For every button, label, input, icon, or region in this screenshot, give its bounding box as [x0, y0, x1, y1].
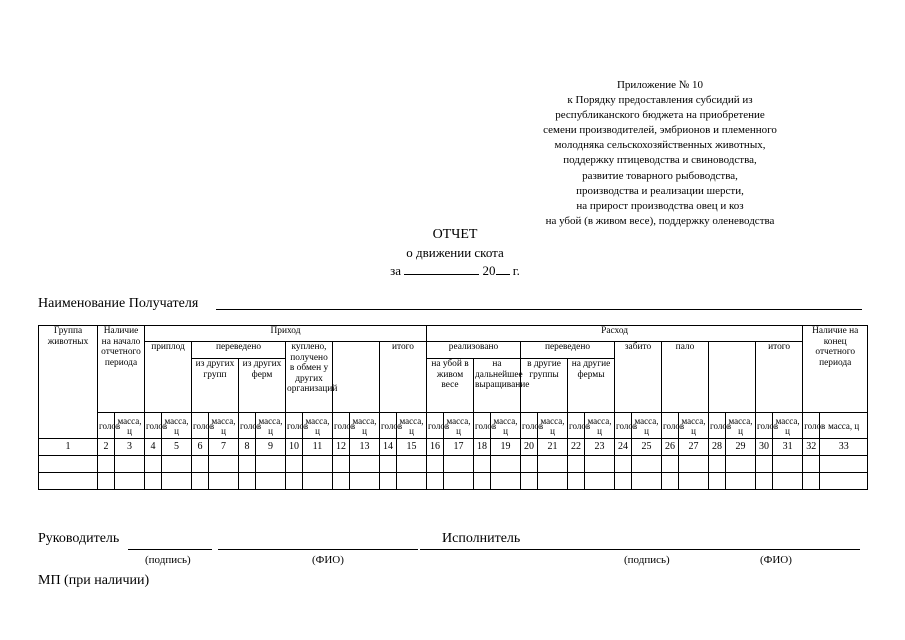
col-for-rearing: на дальнейшее выращивание: [474, 359, 521, 413]
table-cell[interactable]: [521, 473, 538, 490]
col-bought: куплено, получено в обмен у других организаций: [286, 342, 333, 413]
col-income: Приход: [145, 326, 427, 342]
unit-heads: голов: [380, 413, 397, 439]
table-cell[interactable]: [632, 456, 662, 473]
table-cell[interactable]: [397, 473, 427, 490]
unit-heads: голов: [803, 413, 820, 439]
appendix-line: молодняка сельскохозяйственных животных,: [554, 139, 766, 152]
unit-heads: голов: [474, 413, 491, 439]
period-prefix: за: [390, 263, 402, 278]
table-cell[interactable]: [679, 473, 709, 490]
column-number: 27: [679, 439, 709, 456]
unit-mass: масса, ц: [538, 413, 568, 439]
table-cell[interactable]: [192, 456, 209, 473]
table-cell[interactable]: [632, 473, 662, 490]
table-cell[interactable]: [756, 456, 773, 473]
column-number: 18: [474, 439, 491, 456]
col-to-farms: на другие фермы: [568, 359, 615, 413]
table-cell[interactable]: [662, 473, 679, 490]
unit-heads: голов: [333, 413, 350, 439]
table-cell[interactable]: [162, 473, 192, 490]
table-cell[interactable]: [39, 473, 98, 490]
column-number-row: [39, 439, 868, 456]
appendix-line: на прирост производства овец и коз: [576, 199, 744, 212]
unit-row: [39, 413, 868, 439]
unit-mass: масса, ц: [444, 413, 474, 439]
col-fallen: пало: [662, 342, 709, 413]
table-cell[interactable]: [679, 456, 709, 473]
unit-mass: масса, ц: [773, 413, 803, 439]
recipient-label: Наименование Получателя: [38, 296, 199, 311]
unit-mass: масса, ц: [162, 413, 192, 439]
table-cell[interactable]: [474, 473, 491, 490]
col-for-slaughter: на убой в живом весе: [427, 359, 474, 413]
table-cell[interactable]: [662, 456, 679, 473]
column-number: 16: [427, 439, 444, 456]
column-number: 5: [162, 439, 192, 456]
table-cell[interactable]: [397, 456, 427, 473]
column-number: 2: [98, 439, 115, 456]
col-closing: Наличие на конец отчетного периода: [803, 326, 868, 413]
table-cell[interactable]: [773, 473, 803, 490]
table-row: [39, 456, 868, 473]
col-litter: приплод: [145, 342, 192, 413]
table-cell[interactable]: [350, 473, 380, 490]
col-from-groups: из других групп: [192, 359, 239, 413]
table-cell[interactable]: [803, 473, 820, 490]
col-group: Группа животных: [39, 326, 98, 439]
table-cell[interactable]: [709, 456, 726, 473]
head-signature-hint: (подпись): [145, 554, 191, 566]
column-number: 11: [303, 439, 333, 456]
table-cell[interactable]: [538, 456, 568, 473]
column-number: 32: [803, 439, 820, 456]
unit-mass: масса, ц: [585, 413, 615, 439]
table-cell[interactable]: [239, 456, 256, 473]
period-suffix: г.: [512, 263, 520, 278]
appendix-line: республиканского бюджета на приобретение: [555, 109, 765, 122]
executor-signature-hint: (подпись): [624, 554, 670, 566]
report-period: [355, 262, 555, 279]
table-cell[interactable]: [726, 473, 756, 490]
period-year-field[interactable]: [496, 262, 510, 275]
head-label: Руководитель: [38, 531, 120, 546]
appendix-line: производства и реализации шерсти,: [576, 184, 744, 197]
appendix-line: семени производителей, эмбрионов и племенного: [543, 124, 777, 137]
column-number: 24: [615, 439, 632, 456]
unit-mass: масса, ц: [491, 413, 521, 439]
unit-heads: голов: [192, 413, 209, 439]
column-number: 29: [726, 439, 756, 456]
head-signature-field[interactable]: [128, 549, 212, 550]
unit-heads: голов: [145, 413, 162, 439]
table-cell[interactable]: [444, 473, 474, 490]
table-row: [39, 473, 868, 490]
table-cell[interactable]: [350, 456, 380, 473]
unit-mass: масса, ц: [303, 413, 333, 439]
column-number: 30: [756, 439, 773, 456]
table-cell[interactable]: [256, 456, 286, 473]
table-cell[interactable]: [380, 456, 397, 473]
livestock-movement-table: [38, 325, 868, 490]
executor-name-hint: (ФИО): [760, 554, 792, 566]
column-number: 3: [115, 439, 145, 456]
table-cell[interactable]: [585, 473, 615, 490]
column-number: 33: [820, 439, 868, 456]
table-cell[interactable]: [474, 456, 491, 473]
table-cell[interactable]: [303, 456, 333, 473]
col-to-groups: в другие группы: [521, 359, 568, 413]
table-cell[interactable]: [333, 473, 350, 490]
appendix-line: к Порядку предоставления субсидий из: [567, 94, 753, 107]
table-cell[interactable]: [538, 473, 568, 490]
period-date-field[interactable]: [404, 262, 479, 275]
table-cell[interactable]: [333, 456, 350, 473]
head-name-hint: (ФИО): [312, 554, 344, 566]
appendix-line: Приложение № 10: [616, 79, 704, 91]
appendix-header: [505, 78, 815, 229]
table-cell[interactable]: [820, 473, 868, 490]
unit-heads: голов: [98, 413, 115, 439]
unit-mass: масса, ц: [632, 413, 662, 439]
col-income-empty: [333, 342, 380, 413]
col-transferred-out: переведено: [521, 342, 615, 359]
col-outcome-empty: [709, 342, 756, 413]
column-number: 13: [350, 439, 380, 456]
table-cell[interactable]: [115, 473, 145, 490]
executor-label: Исполнитель: [442, 531, 521, 546]
column-number: 23: [585, 439, 615, 456]
column-number: 31: [773, 439, 803, 456]
unit-heads: голов: [286, 413, 303, 439]
column-number: 8: [239, 439, 256, 456]
table-cell[interactable]: [756, 473, 773, 490]
table-cell[interactable]: [380, 473, 397, 490]
table-cell[interactable]: [491, 456, 521, 473]
table-cell[interactable]: [115, 456, 145, 473]
column-number: 26: [662, 439, 679, 456]
col-sold: реализовано: [427, 342, 521, 359]
head-name-field[interactable]: [218, 549, 418, 550]
table-cell[interactable]: [491, 473, 521, 490]
unit-heads: голов: [662, 413, 679, 439]
column-number: 9: [256, 439, 286, 456]
unit-heads: голов: [427, 413, 444, 439]
table-cell[interactable]: [209, 473, 239, 490]
col-outcome-total: итого: [756, 342, 803, 413]
table-cell[interactable]: [726, 456, 756, 473]
table-cell[interactable]: [709, 473, 726, 490]
unit-mass: масса, ц: [679, 413, 709, 439]
table-cell[interactable]: [286, 473, 303, 490]
table-cell[interactable]: [773, 456, 803, 473]
period-year: 20: [482, 263, 496, 278]
column-number: 6: [192, 439, 209, 456]
col-outcome: Расход: [427, 326, 803, 342]
column-number: 10: [286, 439, 303, 456]
unit-mass: масса, ц: [397, 413, 427, 439]
column-number: 4: [145, 439, 162, 456]
unit-heads: голов: [568, 413, 585, 439]
unit-heads: голов: [756, 413, 773, 439]
table-cell[interactable]: [803, 456, 820, 473]
table-cell[interactable]: [98, 473, 115, 490]
unit-mass: масса, ц: [209, 413, 239, 439]
column-number: 15: [397, 439, 427, 456]
appendix-line: развитие товарного рыбоводства,: [582, 169, 738, 182]
table-cell[interactable]: [98, 456, 115, 473]
table-cell[interactable]: [444, 456, 474, 473]
stamp-label: МП (при наличии): [38, 573, 150, 588]
column-number: 7: [209, 439, 239, 456]
table-cell[interactable]: [39, 456, 98, 473]
column-number: 20: [521, 439, 538, 456]
column-number: 17: [444, 439, 474, 456]
table-cell[interactable]: [427, 473, 444, 490]
table-cell[interactable]: [568, 473, 585, 490]
col-income-total: итого: [380, 342, 427, 413]
recipient-name-field[interactable]: [216, 309, 862, 310]
executor-line[interactable]: [420, 549, 860, 550]
appendix-line: поддержку птицеводства и свиноводства,: [563, 154, 757, 167]
table-cell[interactable]: [239, 473, 256, 490]
col-opening: Наличие на начало отчетного периода: [98, 326, 145, 413]
table-cell[interactable]: [427, 456, 444, 473]
unit-mass: масса, ц: [115, 413, 145, 439]
column-number: 12: [333, 439, 350, 456]
appendix-line: на убой (в живом весе), поддержку оленеводства: [545, 214, 775, 227]
column-number: 1: [39, 439, 98, 456]
column-number: 14: [380, 439, 397, 456]
table-cell[interactable]: [303, 473, 333, 490]
col-transferred-in: переведено: [192, 342, 286, 359]
unit-heads: голов: [615, 413, 632, 439]
table-cell[interactable]: [209, 456, 239, 473]
table-cell[interactable]: [615, 456, 632, 473]
unit-heads: голов: [709, 413, 726, 439]
unit-mass: масса, ц: [256, 413, 286, 439]
unit-heads: голов: [521, 413, 538, 439]
unit-mass: масса, ц: [820, 413, 868, 439]
column-number: 19: [491, 439, 521, 456]
table-cell[interactable]: [145, 473, 162, 490]
col-from-farms: из других ферм: [239, 359, 286, 413]
table-cell[interactable]: [585, 456, 615, 473]
column-number: 25: [632, 439, 662, 456]
table-cell[interactable]: [192, 473, 209, 490]
col-slaughtered: забито: [615, 342, 662, 413]
table-cell[interactable]: [521, 456, 538, 473]
column-number: 22: [568, 439, 585, 456]
column-number: 21: [538, 439, 568, 456]
table-cell[interactable]: [286, 456, 303, 473]
report-subtitle: о движении скота: [406, 245, 504, 260]
table-cell[interactable]: [568, 456, 585, 473]
unit-heads: голов: [239, 413, 256, 439]
table-cell[interactable]: [162, 456, 192, 473]
table-cell[interactable]: [256, 473, 286, 490]
report-title: ОТЧЕТ: [432, 227, 478, 242]
table-cell[interactable]: [615, 473, 632, 490]
table-cell[interactable]: [820, 456, 868, 473]
table-cell[interactable]: [145, 456, 162, 473]
unit-mass: масса, ц: [350, 413, 380, 439]
unit-mass: масса, ц: [726, 413, 756, 439]
column-number: 28: [709, 439, 726, 456]
